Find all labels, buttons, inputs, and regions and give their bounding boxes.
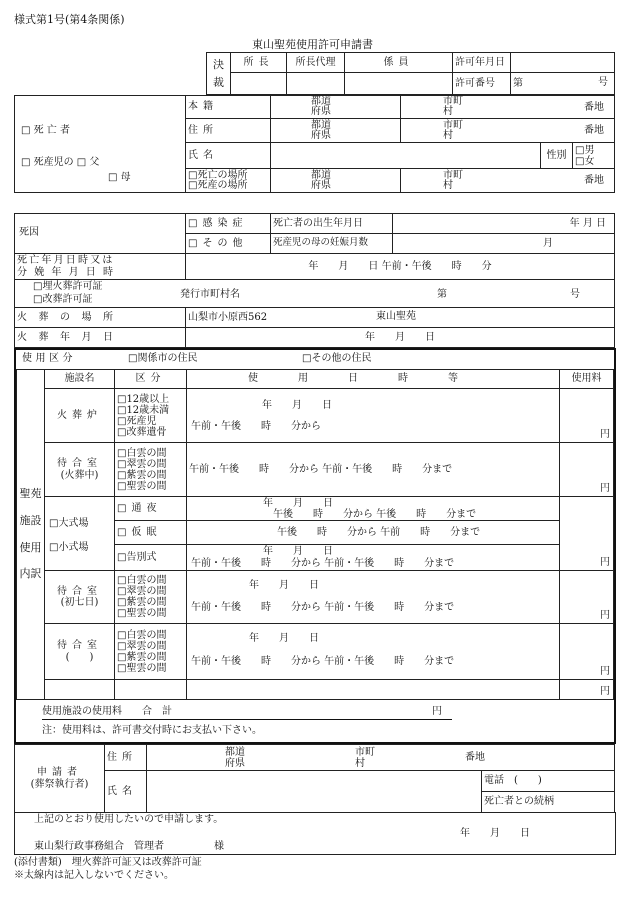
permit-date-field[interactable] (511, 53, 615, 73)
statement-date[interactable]: 年 月 日 (460, 828, 530, 839)
cremation-facility: 東山聖苑 (376, 311, 416, 322)
ceremony-kokubetsu[interactable]: □告別式 (115, 545, 187, 571)
applicant-name-label: 氏名 (105, 771, 147, 813)
app-pref-1: 都道 (225, 747, 245, 758)
yen-6: 円 (600, 685, 610, 697)
waiting3-hakuun[interactable]: □白雲の間 (117, 629, 167, 641)
permit-no-label: 許可番号 (453, 73, 511, 95)
applicant-phone[interactable]: 電話 ( ) (482, 771, 615, 792)
pref-1: 都道 (311, 169, 331, 181)
waiting1-fee[interactable] (560, 443, 614, 497)
applicant-address-field[interactable] (147, 745, 615, 771)
waiting2-date: 年 月 日 (249, 580, 319, 591)
applicant-line2: (葬祭執行者) (30, 778, 89, 790)
cause-label-cell (15, 214, 186, 254)
option-deceased[interactable]: □ 死 亡 者 (21, 125, 70, 136)
yen-1: 円 (600, 428, 610, 440)
blank-datetime[interactable] (187, 680, 560, 700)
waiting1-hakuun[interactable]: □白雲の間 (117, 447, 167, 459)
cremator-name: 火葬炉 (45, 389, 115, 443)
thick-line-notice: ※太線内は記入しないでください。 (14, 870, 174, 881)
attachment-note: (添付書類) 埋火葬許可証又は改葬許可証 (14, 857, 202, 868)
cremation-date-field[interactable]: 年 月 日 (186, 328, 615, 348)
permit-no-prefix: 第 (437, 289, 447, 300)
waiting2-shiun[interactable]: □紫雲の間 (117, 597, 167, 608)
yen-4: 円 (600, 609, 610, 621)
permit-no-field[interactable] (511, 73, 615, 95)
pref-2: 府県 (311, 129, 331, 141)
permit-no-suffix: 号 (598, 77, 608, 88)
pref-1: 都道 (311, 96, 331, 107)
role-deputy: 所長代理 (287, 53, 345, 73)
waiting1-seiun[interactable]: □聖雲の間 (117, 480, 167, 492)
app-pref-2: 府県 (225, 758, 245, 769)
cremation-date-label: 火葬年月日 (15, 328, 186, 348)
yen-5: 円 (600, 665, 610, 677)
deceased-table (14, 95, 615, 193)
city-1: 市町 (443, 169, 463, 181)
ceremony-hall (45, 497, 115, 571)
waiting3-name (45, 624, 115, 680)
applicant-line1: 申請者 (37, 767, 82, 778)
kokubetsu-time: 午前・午後 時 分から 午前・午後 時 分まで (191, 558, 455, 569)
honseki-label: 本籍 (186, 96, 271, 119)
app-city-1: 市町 (355, 747, 375, 758)
pregnancy-label: 死産児の母の妊娠月数 (271, 234, 393, 254)
cremator-under12[interactable]: □12歳未満 (117, 404, 170, 416)
waiting1-name (45, 443, 115, 497)
tsuya-date: 年 月 日 (263, 498, 333, 509)
other-option[interactable]: □その他 (186, 234, 271, 254)
infection-option[interactable]: □感染症 (186, 214, 271, 234)
cause-label: 死因 (19, 227, 39, 238)
waiting3-fee[interactable] (560, 624, 614, 680)
waiting3-datetime[interactable] (187, 624, 560, 680)
waiting3-options (115, 624, 187, 680)
cremator-options (115, 389, 187, 443)
shimei-label: 氏名 (186, 143, 271, 169)
sex-options[interactable] (573, 143, 615, 169)
usage-total-label: 使用施設の使用料 合 計 (42, 706, 172, 717)
place-label (186, 169, 271, 193)
blank-fee[interactable] (560, 680, 614, 700)
waiting2-suiun[interactable]: □翠雲の間 (117, 586, 167, 597)
kokubetsu-date: 年 月 日 (263, 546, 333, 557)
permit-row (15, 280, 615, 308)
permit-table (14, 279, 615, 308)
director-stamp[interactable] (231, 73, 287, 95)
waiting2-datetime[interactable] (187, 571, 560, 624)
death-time-field[interactable]: 年 月 日 午前・午後 時 分 (186, 254, 615, 280)
birthdate-field[interactable]: 年 月 日 (393, 214, 615, 234)
form-number: 様式第1号(第4条関係) (14, 13, 125, 26)
approval-label: 決裁 (207, 53, 231, 95)
shimei-field[interactable] (271, 143, 541, 169)
waiting3-date: 年 月 日 (249, 633, 319, 644)
city-2: 村 (443, 179, 453, 191)
death-time-line1: 死亡年月日時又は (17, 255, 115, 266)
applicant-relation[interactable]: 死亡者との続柄 (482, 792, 615, 813)
header-fee: 使用料 (560, 370, 614, 389)
cremation-table (14, 307, 615, 348)
death-time-line2: 分娩年月日時 (17, 266, 121, 278)
blank-facility[interactable] (45, 680, 115, 700)
kokubetsu-datetime[interactable] (187, 545, 560, 571)
addressee: 東山梨行政事務組合 管理者 様 (34, 841, 224, 852)
app-city-2: 村 (355, 758, 365, 769)
cremator-fee[interactable] (560, 389, 614, 443)
waiting1-datetime[interactable]: 午前・午後 時 分から 午前・午後 時 分まで (187, 443, 560, 497)
permit-no-prefix: 第 (513, 77, 523, 89)
waiting3-seiun[interactable]: □聖雲の間 (117, 662, 167, 674)
tsuya-datetime[interactable] (187, 497, 560, 521)
option-stillborn-father[interactable]: □ 死産児の □ 父 (21, 157, 100, 168)
permit-option-reburial[interactable]: □改葬許可証 (33, 294, 93, 305)
pregnancy-field[interactable]: 月 (393, 234, 615, 254)
waiting3-suiun[interactable]: □翠雲の間 (117, 640, 167, 652)
applicant-name-field[interactable] (147, 771, 482, 813)
cremator-date: 年 月 日 (262, 400, 332, 411)
approval-table (206, 52, 615, 95)
honseki-city[interactable] (401, 96, 615, 119)
place-pref[interactable] (271, 169, 401, 193)
ceremony-small[interactable]: □小式場 (49, 542, 89, 553)
permit-issuer-label: 発行市町村名 (180, 289, 240, 300)
usage-other-resident[interactable]: □その他の住民 (302, 353, 372, 364)
jusho-city[interactable] (401, 119, 615, 143)
place-of-stillbirth[interactable]: □死産の場所 (188, 179, 248, 191)
banchi-1: 番地 (584, 102, 604, 113)
waiting1-options (115, 443, 187, 497)
deputy-stamp[interactable] (287, 73, 345, 95)
total-underline (42, 719, 452, 720)
waiting2-name2: (初七日) (60, 597, 99, 608)
cremation-address: 山梨市小原西562 (188, 311, 268, 323)
yen-3: 円 (600, 556, 610, 568)
app-banchi: 番地 (465, 752, 485, 763)
waiting1-suiun[interactable]: □翠雲の間 (117, 458, 167, 470)
place-of-death[interactable]: □死亡の場所 (188, 169, 248, 181)
waiting3-name1: 待合室 (57, 640, 102, 651)
waiting1-name1: 待合室 (57, 458, 102, 469)
role-director: 所長 (231, 53, 287, 73)
city-1: 市町 (443, 119, 463, 131)
permit-date-label: 許可年月日 (453, 53, 511, 73)
city-1: 市町 (443, 96, 463, 107)
cremator-over12[interactable]: □12歳以上 (117, 393, 170, 405)
deceased-type-cell (15, 96, 186, 193)
waiting3-shiun[interactable]: □紫雲の間 (117, 651, 167, 663)
waiting2-seiun[interactable]: □聖雲の間 (117, 608, 167, 619)
death-time-table (14, 253, 615, 280)
pref-2: 府県 (311, 179, 331, 191)
ceremony-tsuya[interactable]: □通夜 (115, 497, 187, 521)
cremator-datetime[interactable] (187, 389, 560, 443)
statement-text: 上記のとおり使用したいので申請します。 (34, 814, 224, 825)
usage-table (16, 369, 614, 700)
ceremony-large[interactable]: □大式場 (49, 518, 89, 529)
yen-2: 円 (600, 482, 610, 494)
cremator-reburial[interactable]: □改葬遺骨 (117, 426, 167, 438)
header-datetime: 使用日時等 (187, 370, 560, 389)
honseki-pref[interactable] (271, 96, 401, 119)
cause-table (14, 213, 615, 254)
applicant-label (15, 745, 105, 813)
sex-female[interactable]: □女 (575, 155, 595, 167)
death-time-label (15, 254, 186, 280)
waiting3-name2: ( ) (65, 651, 94, 663)
usage-related-resident[interactable]: □関係市の住民 (128, 353, 198, 364)
sex-male[interactable]: □男 (575, 144, 595, 156)
waiting2-hakuun[interactable]: □白雲の間 (117, 575, 167, 586)
city-2: 村 (443, 129, 453, 141)
waiting2-options (115, 571, 187, 624)
applicant-address-label: 住所 (105, 745, 147, 771)
jusho-label: 住所 (186, 119, 271, 143)
cremation-place-field[interactable] (186, 308, 615, 328)
option-stillborn-mother[interactable]: □ 母 (108, 172, 131, 183)
banchi-3: 番地 (584, 175, 604, 186)
cremator-time: 午前・午後 時 分から (191, 421, 321, 432)
waiting2-name1: 待合室 (57, 585, 102, 597)
header-category: 区分 (115, 370, 187, 389)
jusho-pref[interactable] (271, 119, 401, 143)
place-city[interactable] (401, 169, 615, 193)
tsuya-time: 午後 時 分から 午後 時 分まで (273, 509, 477, 520)
birthdate-label: 死亡者の出生年月日 (271, 214, 393, 234)
waiting2-name (45, 571, 115, 624)
page-title: 東山聖苑使用許可申請書 (252, 38, 373, 51)
permit-option-burial[interactable]: □埋火葬許可証 (33, 281, 103, 292)
header-facility: 施設名 (45, 370, 115, 389)
usage-category-label: 使用区分 (22, 353, 76, 364)
permit-no-suffix: 号 (570, 289, 580, 300)
applicant-table (14, 744, 615, 813)
waiting1-name2: (火葬中) (60, 469, 99, 481)
usage-total-yen: 円 (432, 706, 442, 717)
role-staff: 係員 (345, 53, 453, 73)
pref-2: 府県 (311, 106, 331, 117)
staff-stamp[interactable] (345, 73, 453, 95)
cremator-stillborn[interactable]: □死産児 (117, 415, 157, 427)
waiting2-fee[interactable] (560, 571, 614, 624)
waiting2-time: 午前・午後 時 分から 午前・午後 時 分まで (191, 602, 455, 613)
city-2: 村 (443, 106, 453, 117)
cremation-place-label: 火葬の場所 (15, 308, 186, 328)
usage-note: 注：使用料は、許可書交付時にお支払い下さい。 (42, 725, 262, 736)
banchi-2: 番地 (584, 125, 604, 136)
blank-category[interactable] (115, 680, 187, 700)
ceremony-karimin[interactable]: □仮眠 (115, 521, 187, 545)
waiting3-time: 午前・午後 時 分から 午前・午後 時 分まで (191, 656, 455, 667)
seibetsu-label: 性別 (541, 143, 573, 169)
pref-1: 都道 (311, 119, 331, 131)
ceremony-fee[interactable] (560, 497, 614, 571)
facility-usage-side-label: 聖苑施設使用内訳 (17, 370, 45, 700)
waiting1-shiun[interactable]: □紫雲の間 (117, 469, 167, 481)
karimin-datetime[interactable]: 午後 時 分から 午前 時 分まで (187, 521, 560, 545)
